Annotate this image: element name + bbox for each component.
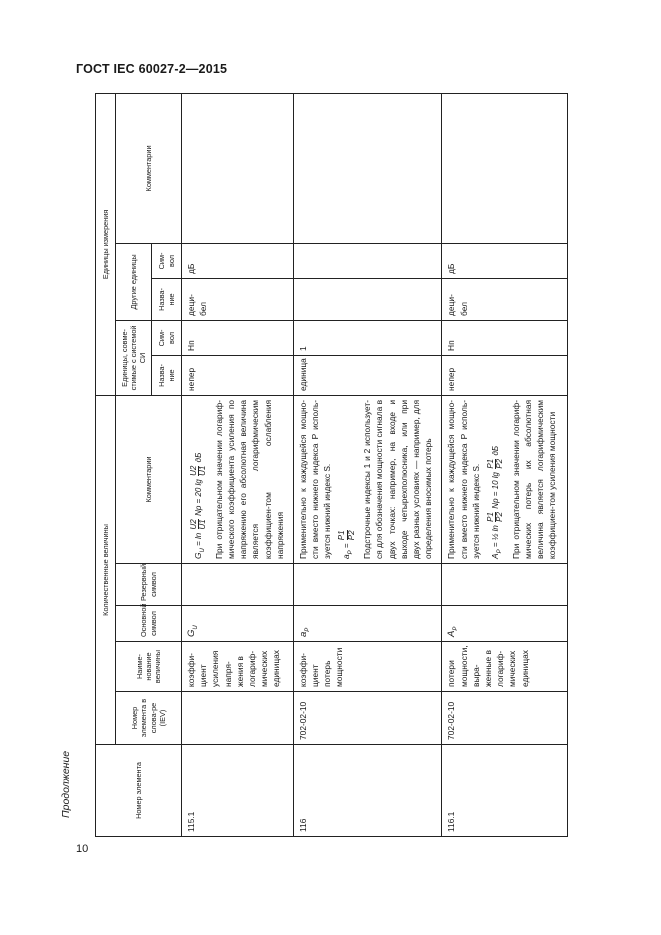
formula: $G_U = \ln$ U2 U1 Np = 20 lg U2 U1 дБ	[189, 452, 208, 559]
rotated-table-wrapper	[95, 94, 558, 837]
si-unit-symbol-cell: Нп	[442, 320, 568, 355]
col-main-symbol: Основной символ	[116, 606, 182, 642]
table-row	[442, 93, 568, 836]
main-symbol: $A_P$	[446, 626, 460, 637]
col-si-unit-name: Назва-ние	[152, 355, 182, 395]
item-no-cell: 116	[293, 745, 441, 837]
col-other-unit-symbol: Сим-вол	[152, 243, 182, 278]
comment-cell	[182, 395, 294, 563]
comment-intro: Применительно к каждущейся мощно-сти вместо нижнего индекса P исполь-зуется нижний индекс S.	[297, 399, 333, 559]
other-unit-symbol-cell	[293, 243, 441, 278]
si-unit-name-cell: непер	[182, 355, 294, 395]
col-iev-no: Номер элемента в слова-ре (IEV)	[116, 692, 182, 745]
main-symbol-cell	[442, 606, 568, 642]
reserve-symbol-cell	[182, 564, 294, 606]
main-symbol-cell	[182, 606, 294, 642]
other-unit-name-cell	[293, 278, 441, 320]
reserve-symbol-cell	[442, 564, 568, 606]
col-group-quantities: Количественные величины	[96, 395, 116, 744]
comment-intro: Применительно к каждущейся мощно-сти вместо нижнего индекса P исполь-зуется нижний индекс S.	[446, 399, 481, 559]
unit-comment-cell	[293, 93, 441, 243]
units-table	[95, 93, 568, 837]
main-symbol: $G_U$	[186, 625, 199, 637]
unit-comment-cell	[442, 93, 568, 243]
item-no-cell: 115.1	[182, 745, 294, 837]
quantity-name-cell: коэффи-циент потерь мощности	[293, 642, 441, 692]
fraction: U2 U1	[189, 519, 208, 530]
col-comments: Комментарии	[116, 395, 182, 563]
table-row	[293, 93, 441, 836]
table-row	[182, 93, 294, 836]
col-reserve-symbol: Резервный символ	[116, 564, 182, 606]
quantity-name-cell: потери мощности, выра-женные в логариф-мических единицах	[442, 642, 568, 692]
col-other-unit-name: Назва-ние	[152, 278, 182, 320]
iev-no-cell: 702-02-10	[293, 692, 441, 745]
main-symbol: $a_P$	[297, 627, 311, 637]
formula: $a_P$ = P1 P2	[337, 530, 356, 559]
fraction: P1 P2	[485, 458, 505, 469]
si-unit-symbol-cell: Нп	[182, 320, 294, 355]
col-si-unit-symbol: Сим-вол	[152, 320, 182, 355]
comment-text: Подстрочные индексы 1 и 2 использует-ся для обозначения мощности сигнала в двух точках: например, на входе и выходе четырехполюсника, или при двух разных условиях — например, для определения вносимых потерь	[362, 399, 434, 559]
fraction: P1 P2	[337, 530, 356, 541]
document-header: ГОСТ IEC 60027-2—2015	[76, 62, 228, 76]
other-unit-name-cell: деци-бел	[182, 278, 294, 320]
other-unit-symbol-cell: дБ	[182, 243, 294, 278]
col-group-units: Единицы измерения	[96, 93, 116, 395]
comment-cell	[442, 395, 568, 563]
si-unit-name-cell: единица	[293, 355, 441, 395]
comment-text: При отрицательном значении логариф-мического коэффициента усиления по напряжению его абсолютная величина является логарифмическим коэффициен-том ослабления напряжения	[213, 399, 285, 559]
reserve-symbol-cell	[293, 564, 441, 606]
iev-no-cell: 702-02-10	[442, 692, 568, 745]
fraction: P1 P2	[485, 512, 505, 522]
quantity-name-cell: коэффи-циент усиления напря-жения в логариф-мических единицах	[182, 642, 294, 692]
comment-text: При отрицательном значении логариф-мических потерь их абсолютная величина является логарифмическим коэффициен-том усиления мощности	[510, 399, 558, 559]
unit-comment-cell	[182, 93, 294, 243]
si-unit-symbol-cell: 1	[293, 320, 441, 355]
other-unit-symbol-cell: дБ	[442, 243, 568, 278]
col-item-no: Номер элемента	[96, 745, 182, 837]
col-name: Наиме-нование величины	[116, 642, 182, 692]
si-unit-name-cell: непер	[442, 355, 568, 395]
comment-cell	[293, 395, 441, 563]
col-other-units: Другие единицы	[116, 243, 152, 320]
col-units-comments: Комментарии	[116, 93, 182, 243]
fraction: U2 U1	[189, 465, 208, 476]
page-number: 10	[76, 843, 89, 855]
main-symbol-cell	[293, 606, 441, 642]
formula: $A_P$ = ½ ln P1 P2 Np = 10 lg P1 P2 дБ	[485, 445, 505, 559]
continuation-label: Продолжение	[60, 750, 72, 818]
other-unit-name-cell: деци-бел	[442, 278, 568, 320]
iev-no-cell	[182, 692, 294, 745]
item-no-cell: 116.1	[442, 745, 568, 837]
col-si-units: Единицы, совме-стимые с системой СИ	[116, 320, 152, 395]
